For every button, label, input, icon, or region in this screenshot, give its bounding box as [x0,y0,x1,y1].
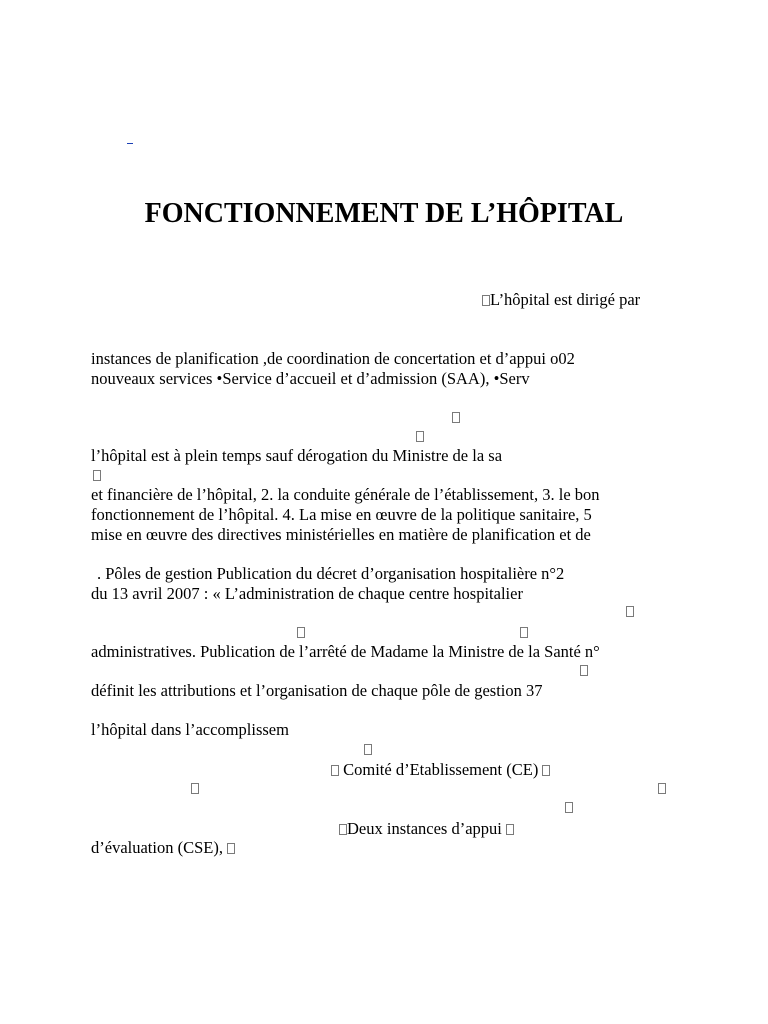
text-line-6: fonctionnement de l’hôpital. 4. La mise en œuvre de la politique sanitaire, 5 [91,505,592,524]
missing-glyph-icon [227,843,235,854]
missing-glyph-icon [339,824,347,835]
text-line-8: . Pôles de gestion Publication du décret d’organisation hospitalière n°2 [97,564,565,583]
missing-glyph-icon [416,431,424,442]
text-line-11: définit les attributions et l’organisation de chaque pôle de gestion 37 [91,681,543,700]
text-line-14-content: Deux instances d’appui [347,819,502,838]
text-line-4: l’hôpital est à plein temps sauf dérogation du Ministre de la sa [91,446,503,465]
missing-glyph-icon [452,412,460,423]
missing-glyph-icon [297,627,305,638]
text-line-5: et financière de l’hôpital, 2. la conduite générale de l’établissement, 3. le bon [91,485,600,504]
text-line-10: administratives. Publication de l’arrêté de Madame la Ministre de la Santé n° [91,642,600,661]
text-line-15-content: d’évaluation (CSE), [91,838,223,857]
missing-glyph-icon [520,627,528,638]
missing-glyph-icon [93,470,101,481]
text-line-9: du 13 avril 2007 : « L’administration de chaque centre hospitalier [91,584,523,603]
text-line-3: nouveaux services •Service d’accueil et d’admission (SAA), •Serv [91,369,530,388]
missing-glyph-icon [542,765,550,776]
missing-glyph-icon [580,665,588,676]
text-line-1-content: L’hôpital est dirigé par [490,290,641,309]
missing-glyph-icon [506,824,514,835]
text-line-14 [339,819,514,839]
text-line-15 [91,838,235,858]
missing-glyph-icon [364,744,372,755]
document-title: FONCTIONNEMENT DE L’HÔPITAL [144,198,624,229]
missing-glyph-icon [626,606,634,617]
text-line-12: l’hôpital dans l’accomplissem [91,720,289,739]
missing-glyph-icon [191,783,199,794]
missing-glyph-icon [658,783,666,794]
text-line-13 [331,760,550,780]
text-line-13-content: Comité d’Etablissement (CE) [343,760,539,779]
text-line-1 [482,290,640,310]
text-line-7: mise en œuvre des directives ministérielles en matière de planification et de [91,525,591,544]
missing-glyph-icon [482,295,490,306]
text-line-2: instances de planification ,de coordination de concertation et d’appui o02 [91,349,575,368]
missing-glyph-icon [331,765,339,776]
missing-glyph-icon [565,802,573,813]
link-marker[interactable] [127,143,133,144]
